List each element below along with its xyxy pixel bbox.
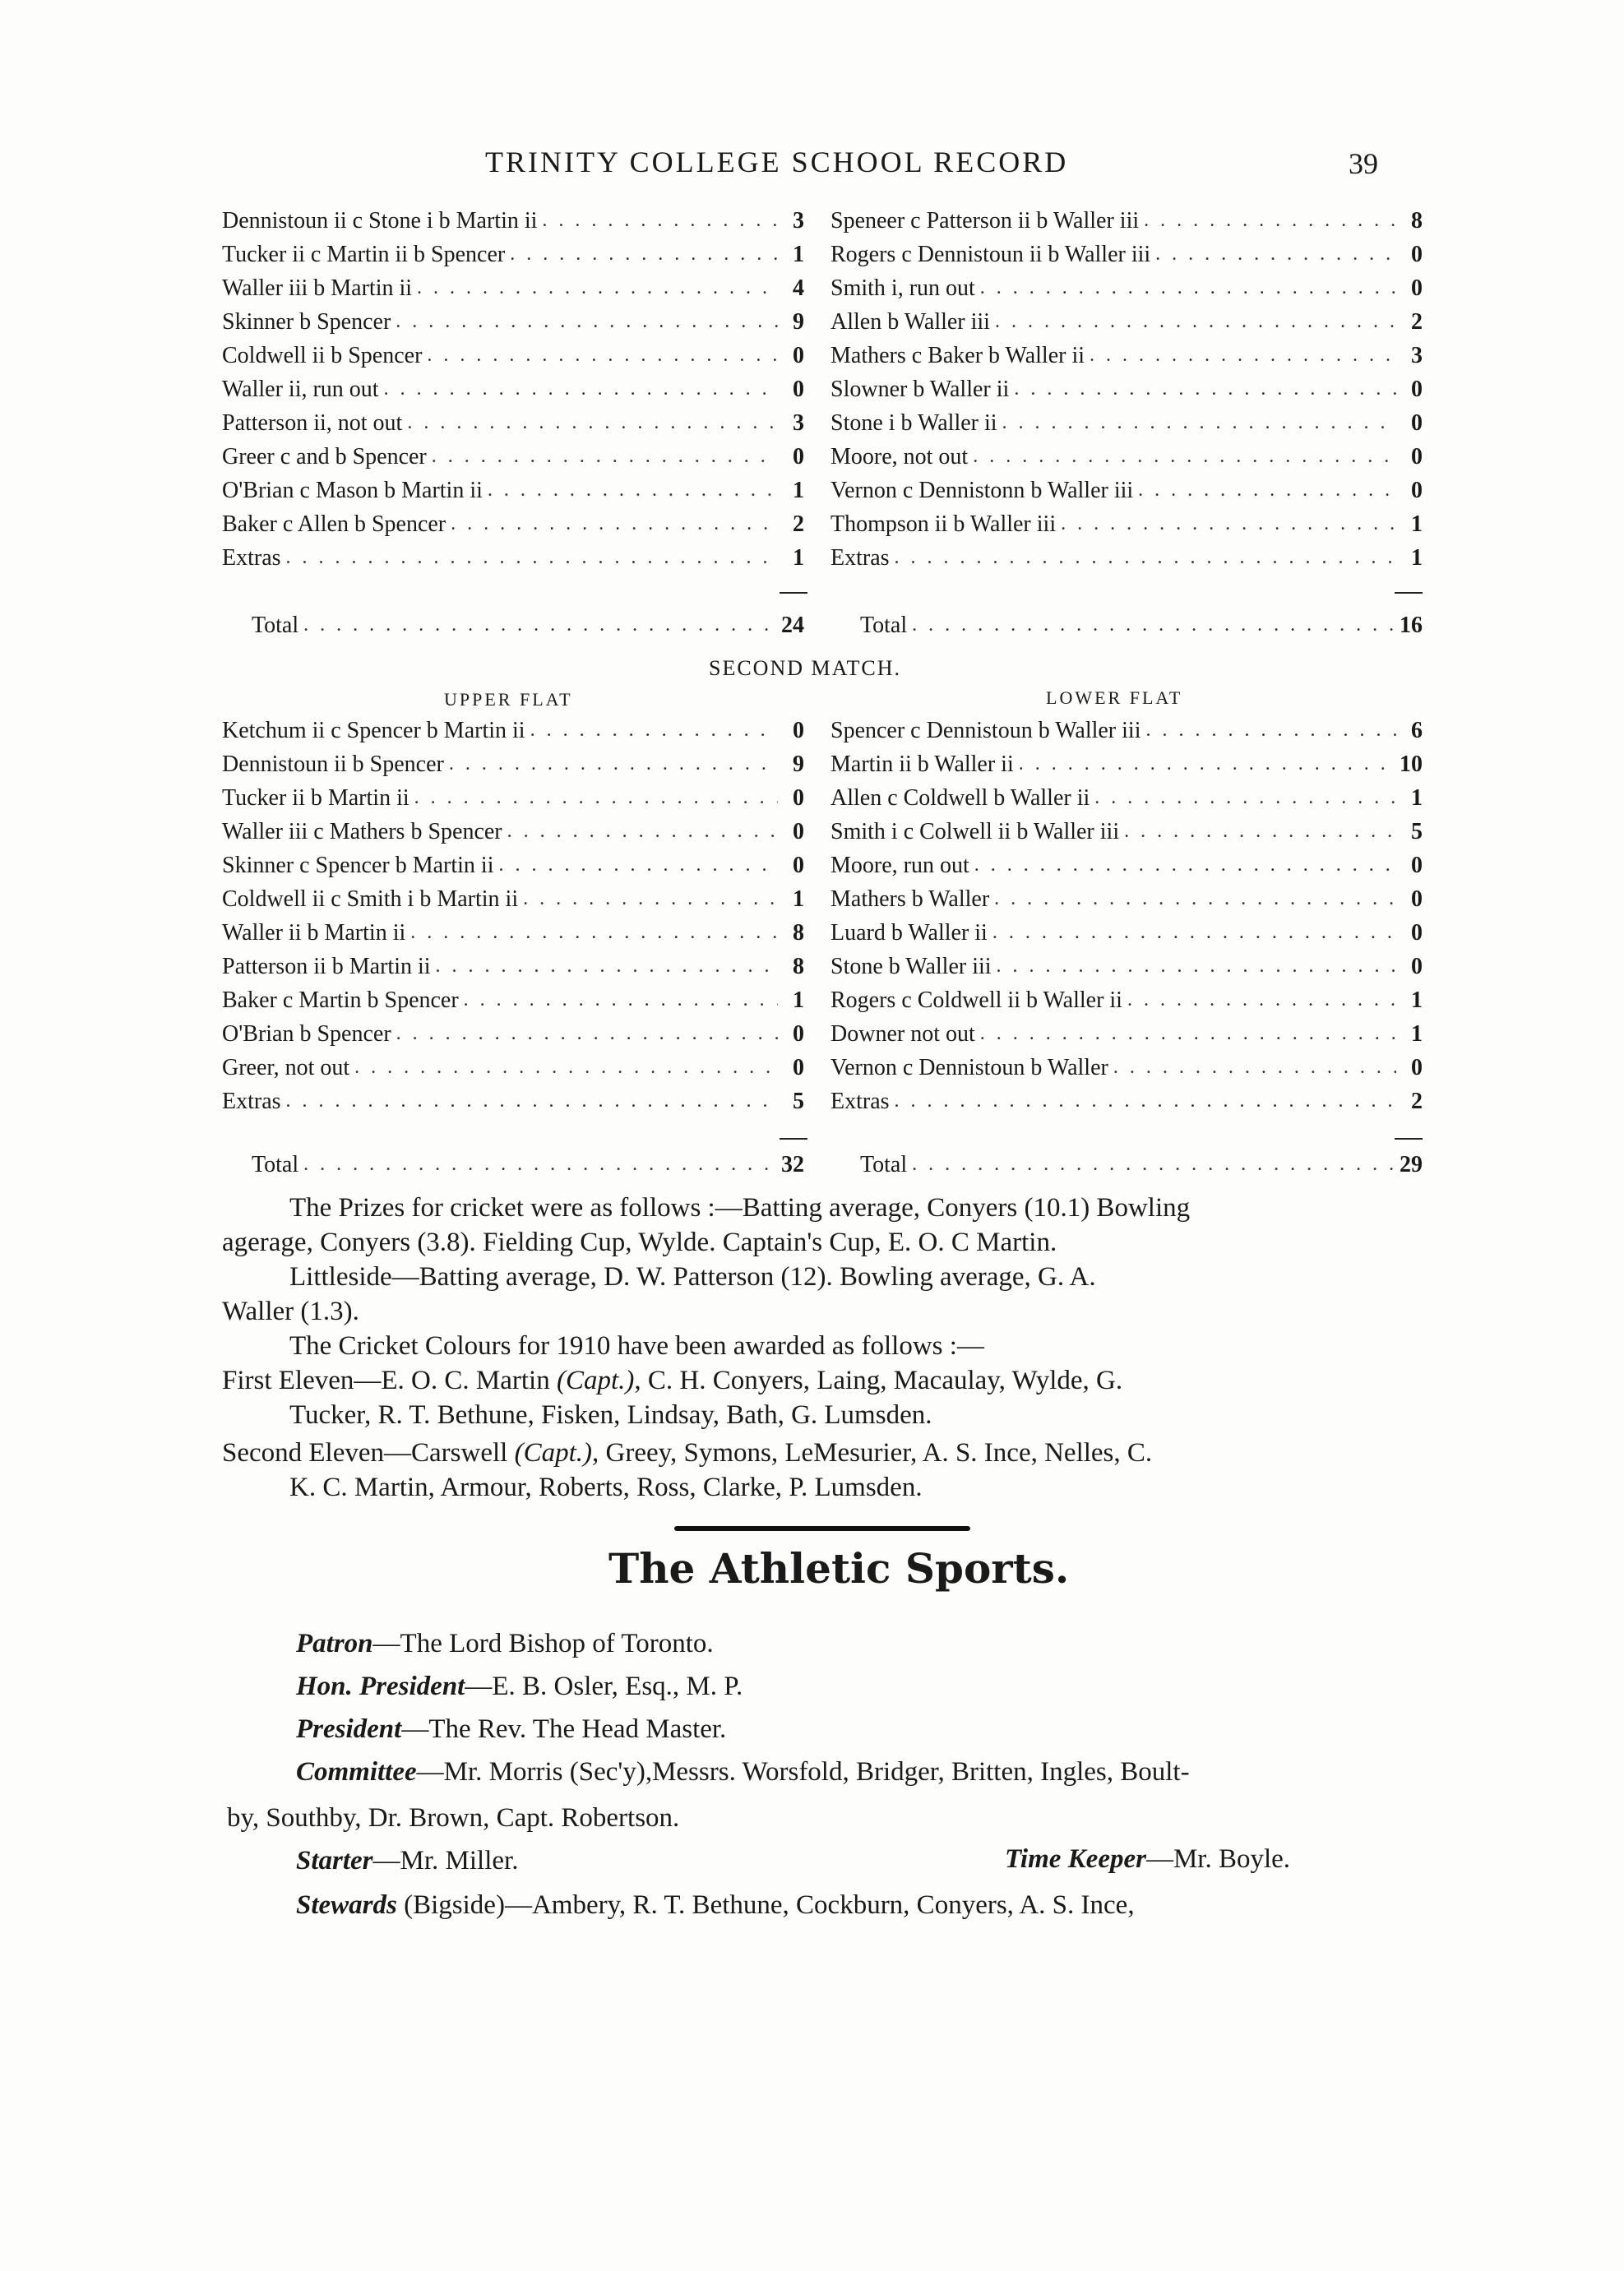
prizes-line: Waller (1.3). (222, 1297, 359, 1326)
batsman-row (222, 474, 804, 507)
batsman-row (831, 950, 1423, 983)
batsman-name: Smith i, run out (831, 275, 975, 301)
dot-leader (412, 271, 778, 305)
batsman-row (831, 271, 1423, 305)
batsman-row (831, 474, 1423, 507)
batsman-row (831, 1017, 1423, 1051)
dot-leader (379, 372, 778, 406)
batsman-row (222, 1017, 804, 1051)
second-match-left-column (222, 714, 804, 1118)
dot-leader (349, 1051, 778, 1085)
dot-leader (988, 916, 1396, 950)
batsman-row (831, 714, 1423, 747)
runs: 0 (1411, 377, 1423, 402)
dot-leader (444, 747, 778, 781)
dot-leader (402, 406, 778, 440)
first-match-left-total (222, 608, 804, 642)
batsman-row (831, 916, 1423, 950)
president-line (296, 1712, 726, 1746)
batsman-row (831, 815, 1423, 849)
dot-leader (907, 608, 1396, 642)
dot-leader (281, 541, 778, 575)
patron-value: —The Lord Bishop of Toronto. (372, 1629, 714, 1658)
dot-leader (968, 440, 1396, 474)
batsman-name: Extras (831, 1089, 890, 1114)
runs: 0 (1411, 954, 1423, 979)
batsman-name: Waller ii, run out (222, 377, 379, 402)
batsman-row (831, 507, 1423, 541)
dot-leader (1108, 1051, 1396, 1085)
section-title: The Athletic Sports. (608, 1544, 1070, 1593)
dot-leader (890, 1085, 1396, 1118)
starter-value: —Mr. Miller. (372, 1846, 519, 1876)
batsman-name: Slowner b Waller ii (831, 377, 1010, 402)
total-label: Total (252, 613, 299, 638)
runs: 8 (793, 954, 804, 979)
batsman-row (222, 849, 804, 882)
batsman-name: Luard b Waller ii (831, 920, 988, 946)
batsman-row (222, 541, 804, 575)
batsman-name: Patterson ii b Martin ii (222, 954, 431, 979)
batsman-name: Rogers c Dennistoun ii b Waller iii (831, 242, 1151, 267)
runs: 2 (1411, 309, 1423, 335)
runs: 1 (1411, 545, 1423, 571)
dot-leader (1150, 238, 1396, 271)
stewards-line (296, 1888, 1135, 1922)
batsman-name: Greer c and b Spencer (222, 444, 427, 469)
total-row (222, 608, 804, 642)
runs: 0 (1411, 853, 1423, 878)
batsman-row (831, 440, 1423, 474)
batsman-row (831, 849, 1423, 882)
upper-flat-heading: UPPER FLAT (444, 689, 573, 710)
batsman-row (222, 507, 804, 541)
batsman-name: Speneer c Patterson ii b Waller iii (831, 208, 1140, 234)
runs: 2 (1411, 1089, 1423, 1114)
dot-leader (1085, 339, 1396, 372)
prizes-line: The Prizes for cricket were as follows :—Batting average, Conyers (10.1) Bowling (289, 1193, 1191, 1223)
batsman-row (831, 372, 1423, 406)
runs: 0 (793, 377, 804, 402)
dot-leader (907, 1148, 1396, 1182)
hon-president-value: —E. B. Osler, Esq., M. P. (465, 1672, 743, 1701)
first-eleven-line-2: Tucker, R. T. Bethune, Fisken, Lindsay, Bath, G. Lumsden. (289, 1400, 932, 1430)
batsman-row (222, 882, 804, 916)
runs: 5 (793, 1089, 804, 1114)
batsman-row (222, 815, 804, 849)
runs: 1 (793, 886, 804, 912)
starter-label: Starter (296, 1846, 373, 1876)
batsman-row (222, 983, 804, 1017)
dot-leader (518, 882, 778, 916)
batsman-name: Dennistoun ii c Stone i b Martin ii (222, 208, 538, 234)
dot-leader (969, 849, 1396, 882)
total-runs: 16 (1400, 613, 1423, 638)
batsman-name: Greer, not out (222, 1055, 350, 1080)
total-rule (1395, 592, 1423, 594)
dot-leader (992, 950, 1396, 983)
runs: 2 (793, 511, 804, 537)
batsman-row (222, 714, 804, 747)
batsman-name: Waller iii b Martin ii (222, 275, 413, 301)
runs: 9 (793, 752, 804, 777)
batsman-row (222, 406, 804, 440)
captain-note: (Capt.) (556, 1366, 635, 1395)
runs: 0 (793, 1021, 804, 1047)
runs: 4 (793, 275, 804, 301)
president-label: President (296, 1714, 402, 1744)
runs: 0 (1411, 1055, 1423, 1080)
batsman-name: Baker c Allen b Spencer (222, 511, 446, 537)
runs: 0 (793, 1055, 804, 1080)
batsman-name: Moore, run out (831, 853, 969, 878)
dot-leader (537, 204, 778, 238)
committee-value: —Mr. Morris (Sec'y),Messrs. Worsfold, Bridger, Britten, Ingles, Boult- (416, 1757, 1190, 1787)
runs: 0 (1411, 478, 1423, 503)
total-runs: 29 (1400, 1152, 1423, 1177)
total-label: Total (252, 1152, 299, 1177)
batsman-name: Coldwell ii b Spencer (222, 343, 423, 368)
batsman-row (222, 781, 804, 815)
dot-leader (391, 1017, 778, 1051)
total-rule (1395, 1138, 1423, 1140)
second-match-right-column (831, 714, 1423, 1118)
dot-leader (281, 1085, 778, 1118)
dot-leader (997, 406, 1396, 440)
dot-leader (990, 305, 1396, 339)
patron-label: Patron (296, 1629, 373, 1658)
batsman-row (831, 238, 1423, 271)
dot-leader (409, 781, 778, 815)
batsman-name: Patterson ii, not out (222, 410, 403, 436)
second-eleven-text-2: , Greey, Symons, LeMesurier, A. S. Ince, Nelles, C. (592, 1438, 1153, 1468)
batsman-name: Tucker ii c Martin ii b Spencer (222, 242, 506, 267)
total-runs: 24 (781, 613, 804, 638)
batsman-name: Extras (222, 545, 281, 571)
runs: 0 (1411, 275, 1423, 301)
batsman-name: Vernon c Dennistoun b Waller (831, 1055, 1108, 1080)
dot-leader (1056, 507, 1396, 541)
batsman-name: Allen b Waller iii (831, 309, 990, 335)
batsman-row (222, 204, 804, 238)
total-rule (780, 592, 807, 594)
runs: 3 (793, 208, 804, 234)
committee-line (296, 1755, 1190, 1789)
dot-leader (1119, 815, 1396, 849)
batsman-name: O'Brian c Mason b Martin ii (222, 478, 483, 503)
batsman-name: Skinner c Spencer b Martin ii (222, 853, 494, 878)
runs: 1 (793, 242, 804, 267)
runs: 1 (793, 987, 804, 1013)
batsman-name: Moore, not out (831, 444, 969, 469)
dot-leader (1141, 714, 1396, 747)
page-number: 39 (1349, 147, 1378, 180)
dot-leader (427, 440, 778, 474)
stewards-label: Stewards (296, 1890, 397, 1920)
runs: 0 (793, 343, 804, 368)
second-eleven-line (222, 1436, 1152, 1470)
batsman-row (831, 204, 1423, 238)
time-keeper-label: Time Keeper (1005, 1844, 1146, 1874)
batsman-row (222, 1051, 804, 1085)
president-value: —The Rev. The Head Master. (401, 1714, 727, 1744)
runs: 1 (793, 478, 804, 503)
runs: 1 (1411, 785, 1423, 811)
dot-leader (1133, 474, 1396, 507)
lower-flat-heading: LOWER FLAT (1046, 687, 1183, 708)
batsman-row (831, 305, 1423, 339)
second-eleven-line-2: K. C. Martin, Armour, Roberts, Ross, Clarke, P. Lumsden. (289, 1473, 923, 1502)
dot-leader (975, 1017, 1396, 1051)
dot-leader (298, 608, 778, 642)
second-match-right-total (831, 1148, 1423, 1182)
batsman-row (222, 440, 804, 474)
dot-leader (975, 271, 1396, 305)
batsman-name: Tucker ii b Martin ii (222, 785, 409, 811)
runs: 1 (793, 545, 804, 571)
batsman-name: Downer not out (831, 1021, 975, 1047)
batsman-name: Extras (831, 545, 890, 571)
batsman-row (222, 271, 804, 305)
batsman-row (222, 1085, 804, 1118)
batsman-name: Mathers b Waller (831, 886, 990, 912)
total-row (831, 1148, 1423, 1182)
runs: 3 (1411, 343, 1423, 368)
total-row (222, 1148, 804, 1182)
runs: 0 (793, 444, 804, 469)
batsman-name: Spencer c Dennistoun b Waller iii (831, 718, 1141, 743)
first-match-left-column (222, 204, 804, 575)
batsman-name: Thompson ii b Waller iii (831, 511, 1057, 537)
batsman-name: Rogers c Coldwell ii b Waller ii (831, 987, 1122, 1013)
second-eleven-text: Second Eleven—Carswell (222, 1438, 515, 1468)
first-match-right-column (831, 204, 1423, 575)
first-eleven-text: First Eleven—E. O. C. Martin (222, 1366, 557, 1395)
dot-leader (298, 1148, 778, 1182)
time-keeper-value: —Mr. Boyle. (1145, 1844, 1291, 1874)
first-eleven-line (222, 1363, 1122, 1398)
dot-leader (502, 815, 778, 849)
captain-note: (Capt.) (514, 1438, 592, 1468)
runs: 6 (1411, 718, 1423, 743)
total-row (831, 608, 1423, 642)
batsman-row (222, 372, 804, 406)
runs: 5 (1411, 819, 1423, 844)
total-label: Total (860, 613, 908, 638)
colours-line: The Cricket Colours for 1910 have been awarded as follows :— (289, 1331, 984, 1361)
dot-leader (483, 474, 778, 507)
batsman-row (222, 916, 804, 950)
page-header: TRINITY COLLEGE SCHOOL RECORD (485, 146, 1069, 178)
batsman-row (222, 339, 804, 372)
time-keeper-line (1005, 1842, 1290, 1876)
runs: 0 (793, 785, 804, 811)
dot-leader (391, 305, 778, 339)
batsman-name: Allen c Coldwell b Waller ii (831, 785, 1090, 811)
stewards-value: (Bigside)—Ambery, R. T. Bethune, Cockburn, Conyers, A. S. Ince, (396, 1890, 1135, 1920)
batsman-row (222, 305, 804, 339)
hon-president-line (296, 1669, 743, 1704)
runs: 1 (1411, 987, 1423, 1013)
dot-leader (431, 950, 778, 983)
runs: 0 (1411, 444, 1423, 469)
batsman-name: Baker c Martin b Spencer (222, 987, 459, 1013)
runs: 0 (1411, 886, 1423, 912)
dot-leader (525, 714, 778, 747)
runs: 1 (1411, 1021, 1423, 1047)
hon-president-label: Hon. President (296, 1672, 465, 1701)
dot-leader (505, 238, 778, 271)
batsman-row (831, 339, 1423, 372)
section-divider (674, 1526, 970, 1531)
second-match-left-total (222, 1148, 804, 1182)
batsman-row (222, 950, 804, 983)
starter-line (296, 1843, 518, 1878)
batsman-name: Skinner b Spencer (222, 309, 391, 335)
batsman-row (831, 983, 1423, 1017)
batsman-row (831, 882, 1423, 916)
committee-line-2: by, Southby, Dr. Brown, Capt. Robertson. (227, 1803, 680, 1833)
runs: 3 (793, 410, 804, 436)
batsman-name: Vernon c Dennistonn b Waller iii (831, 478, 1134, 503)
batsman-row (831, 1085, 1423, 1118)
total-label: Total (860, 1152, 908, 1177)
batsman-row (222, 747, 804, 781)
dot-leader (1090, 781, 1396, 815)
batsman-name: O'Brian b Spencer (222, 1021, 391, 1047)
runs: 0 (1411, 920, 1423, 946)
batsman-name: Dennistoun ii b Spencer (222, 752, 444, 777)
batsman-name: Smith i c Colwell ii b Waller iii (831, 819, 1120, 844)
batsman-name: Waller iii c Mathers b Spencer (222, 819, 502, 844)
batsman-name: Ketchum ii c Spencer b Martin ii (222, 718, 525, 743)
patron-line (296, 1626, 714, 1661)
batsman-row (831, 406, 1423, 440)
batsman-row (831, 781, 1423, 815)
dot-leader (890, 541, 1396, 575)
batsman-row (831, 541, 1423, 575)
batsman-row (831, 1051, 1423, 1085)
runs: 1 (1411, 511, 1423, 537)
runs: 0 (1411, 242, 1423, 267)
prizes-line: agerage, Conyers (3.8). Fielding Cup, Wylde. Captain's Cup, E. O. C Martin. (222, 1228, 1057, 1257)
batsman-name: Extras (222, 1089, 281, 1114)
committee-label: Committee (296, 1757, 417, 1787)
runs: 9 (793, 309, 804, 335)
prizes-line: Littleside—Batting average, D. W. Patterson (12). Bowling average, G. A. (289, 1262, 1096, 1292)
total-rule (780, 1138, 807, 1140)
dot-leader (422, 339, 778, 372)
dot-leader (493, 849, 778, 882)
dot-leader (446, 507, 778, 541)
dot-leader (1139, 204, 1396, 238)
runs: 8 (1411, 208, 1423, 234)
batsman-name: Stone b Waller iii (831, 954, 992, 979)
dot-leader (1009, 372, 1396, 406)
runs: 8 (793, 920, 804, 946)
total-runs: 32 (781, 1152, 804, 1177)
batsman-name: Stone i b Waller ii (831, 410, 997, 436)
runs: 0 (793, 853, 804, 878)
dot-leader (459, 983, 778, 1017)
runs: 10 (1400, 752, 1423, 777)
dot-leader (1122, 983, 1396, 1017)
second-match-heading: SECOND MATCH. (709, 656, 902, 680)
dot-leader (1014, 747, 1396, 781)
runs: 0 (793, 819, 804, 844)
batsman-row (831, 747, 1423, 781)
runs: 0 (793, 718, 804, 743)
dot-leader (989, 882, 1396, 916)
batsman-row (222, 238, 804, 271)
first-eleven-text-2: , C. H. Conyers, Laing, Macaulay, Wylde, G. (634, 1366, 1123, 1395)
dot-leader (405, 916, 778, 950)
batsman-name: Martin ii b Waller ii (831, 752, 1014, 777)
batsman-name: Mathers c Baker b Waller ii (831, 343, 1085, 368)
first-match-right-total (831, 608, 1423, 642)
batsman-name: Coldwell ii c Smith i b Martin ii (222, 886, 519, 912)
batsman-name: Waller ii b Martin ii (222, 920, 406, 946)
runs: 0 (1411, 410, 1423, 436)
